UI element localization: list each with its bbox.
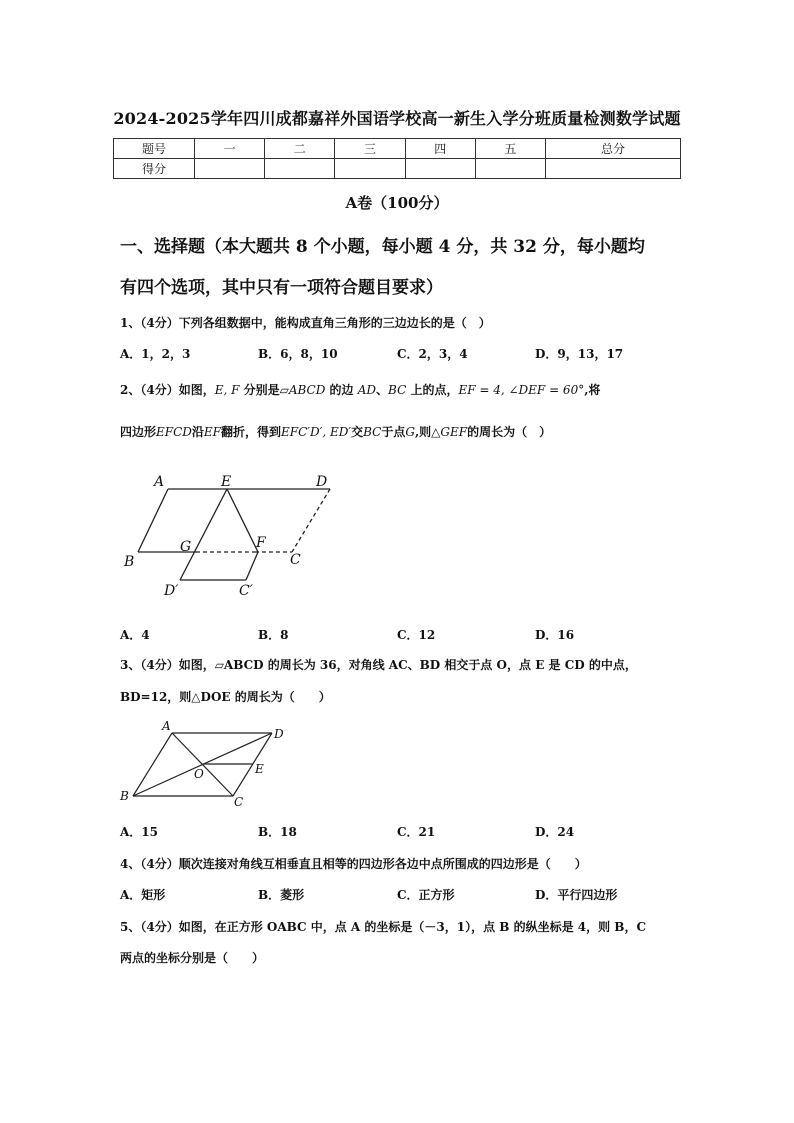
fig2-line-dc [292, 489, 330, 552]
score-table-header-cell: 四 [405, 139, 475, 159]
question-1-option-d: D．9，13，17 [535, 347, 624, 361]
score-table-header-cell: 一 [195, 139, 265, 159]
fig2-label-f: F [256, 535, 266, 551]
fig2-line-ab [138, 489, 168, 552]
question-1-option-b: B．6，8，10 [258, 347, 338, 361]
question-4-stem: 4、（4分）顺次连接对角线互相垂直且相等的四边形各边中点所围成的四边形是（ ） [120, 857, 587, 871]
fig3-label-c: C [234, 795, 244, 809]
score-table-header-cell: 总分 [546, 139, 681, 159]
question-3-option-a: A．15 [120, 825, 159, 839]
question-3-stem-line1: 3、（4分）如图，▱ABCD 的周长为 36，对角线 AC、BD 相交于点 O，点 E 是 CD 的中点， [120, 658, 637, 672]
question-1-option-a: A．1，2，3 [120, 347, 191, 361]
question-2-option-c: C．12 [397, 628, 436, 642]
fig2-label-c: C [290, 552, 301, 568]
page-title: 2024-2025学年四川成都嘉祥外国语学校高一新生入学分班质量检测数学试题 [113, 109, 681, 128]
question-2-option-d: D．16 [535, 628, 575, 642]
paper-part-heading: A卷（100分） [345, 194, 449, 212]
question-4-option-a: A．矩形 [120, 888, 166, 902]
fig2-label-e: E [221, 474, 232, 490]
question-2-stem-line2: 四边形EFCD沿EF翻折，得到EFC′D′, ED′交BC于点G,则△GEF的周长为（ ） [120, 425, 552, 439]
question-4-option-d: D．平行四边形 [535, 888, 618, 902]
section-heading-line1: 一、选择题（本大题共 8 个小题，每小题 4 分，共 32 分，每小题均 [120, 237, 645, 257]
fig2-label-c-prime: C′ [239, 583, 253, 599]
question-5-stem-line2: 两点的坐标分别是（ ） [120, 951, 265, 965]
question-1-stem: 1、（4分）下列各组数据中，能构成直角三角形的三边边长的是（ ） [120, 316, 491, 330]
question-3-stem-line2: BD=12，则△DOE 的周长为（ ） [120, 690, 331, 704]
question-5-stem-line1: 5、（4分）如图，在正方形 OABC 中，点 A 的坐标是（－3，1），点 B 的纵坐标是 4，则 B，C [120, 920, 646, 934]
fig2-line-ef [227, 489, 258, 552]
question-4-option-c: C．正方形 [397, 888, 455, 902]
fig2-label-a: A [154, 474, 165, 490]
question-3-option-c: C．21 [397, 825, 436, 839]
fig3-label-a: A [162, 719, 171, 733]
question-2-option-b: B．8 [258, 628, 289, 642]
fig2-label-b: B [124, 554, 135, 570]
question-3-option-b: B．18 [258, 825, 297, 839]
fig3-label-e: E [255, 762, 264, 776]
section-heading-line2: 有四个选项，其中只有一项符合题目要求） [120, 278, 443, 298]
question-1-option-c: C．2，3，4 [397, 347, 468, 361]
fig3-label-d: D [274, 727, 284, 741]
fig3-label-b: B [120, 789, 129, 803]
score-table-header-cell: 五 [475, 139, 545, 159]
question-4-option-b: B．菱形 [258, 888, 305, 902]
fig2-line-f-cprime [246, 552, 258, 580]
fig2-line-ed-prime [180, 489, 227, 580]
score-table-row-label: 得分 [114, 159, 195, 179]
score-table-header-cell: 二 [265, 139, 335, 159]
question-3-option-d: D．24 [535, 825, 575, 839]
fig2-label-g: G [180, 539, 192, 555]
score-table-header-cell: 三 [335, 139, 405, 159]
question-2-option-a: A．4 [120, 628, 150, 642]
fig2-label-d-prime: D′ [164, 583, 179, 599]
fig2-label-d: D [316, 474, 328, 490]
fig3-label-o: O [194, 767, 204, 781]
score-table-header-cell: 题号 [114, 139, 195, 159]
question-2-stem-line1: 2、（4分）如图，E, F 分别是▱ABCD 的边 AD、BC 上的点，EF = 4, ∠DEF = 60°,将 [120, 383, 601, 397]
